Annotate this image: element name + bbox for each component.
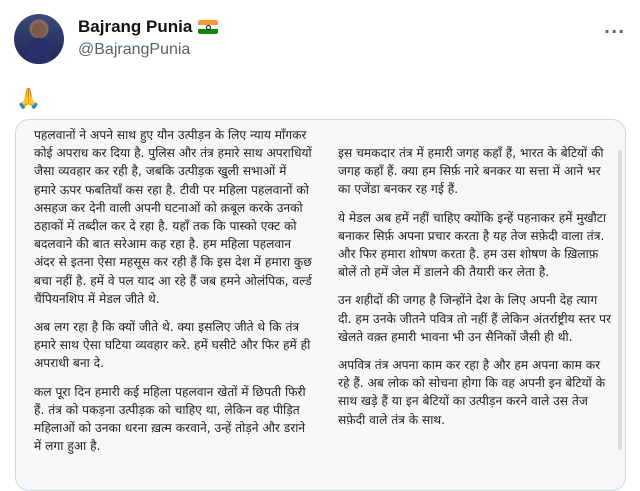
letter-paragraph: अपवित्र तंत्र अपना काम कर रहा है और हम अपना काम कर रहे हैं. अब लोक को सोचना होगा कि वह अपनी इन बेटियों के साथ खड़े हैं या इन बेटियों का उत्पीड़न करने वाले उस तेज सफ़ेदी वाले तंत्र के साथ. [338,358,606,427]
avatar[interactable] [14,14,64,64]
more-options-icon[interactable]: ··· [604,22,626,41]
letter-paragraph: अब लग रहा है कि क्यों जीते थे. क्या इसलिए जीते थे कि तंत्र हमारे साथ ऐसा घटिया व्यवहार करे. हमें घसीटे और फिर हमें ही अपराधी बना दे. [34,320,311,371]
avatar-torso [27,38,51,64]
letter-paragraph: ये मेडल अब हमें नहीं चाहिए क्योंकि इन्हें पहनाकर हमें मुखौटा बनाकर सिर्फ़ अपना प्रचार करता है यह तेज सफ़ेदी वाला तंत्र. और फिर हमारा शोषण करता है. हम उस शोषण के ख़िलाफ़ बोलें तो हमें जेल में डालने की तैयारी कर लेता है. [338,210,607,280]
image-scrollbar[interactable] [618,150,622,450]
letter-image-card[interactable] [15,119,626,491]
india-flag-icon [198,20,218,34]
letter-paragraph: कल पूरा दिन हमारी कई महिला पहलवान खेतों में छिपती फिरी हैं. तंत्र को पकड़ना उत्पीड़क को चाहिए था, लेकिन वह पीड़ित महिलाओं को उनका धरना ख़त्म करवाने, उन्हें तोड़ने और डराने में लगा हुआ है. [34,384,306,454]
tweet-header [0,0,640,80]
avatar-head [32,22,46,38]
author-row [78,17,218,37]
folded-hands-emoji: 🙏 [16,86,41,110]
letter-left-column [34,126,312,465]
letter-paragraph: उन शहीदों की जगह है जिन्होंने देश के लिए अपनी देह त्याग दी. हम उनके जीतने पवित्र तो नहीं हैं लेकिन अंतर्राष्ट्रीय स्तर पर खेलते वक़्त हमारी भावना भी उन सैनिकों जैसी ही थी. [338,293,612,344]
letter-paragraph: इस चमकदार तंत्र में हमारी जगह कहाँ हैं, भारत के बेटियों की जगह कहाँ हैं. क्या हम सिर्फ़ नारे बनकर या सत्ता में आने भर का एजेंडा बनकर रह गई हैं. [338,146,604,197]
letter-right-column [338,144,614,439]
letter-paragraph: पहलवानों ने अपने साथ हुए यौन उत्पीड़न के लिए न्याय माँगकर कोई अपराध कर दिया है. पुलिस और तंत्र हमारे साथ अपराधियों जैसा व्यवहार कर रही है, जबकि उत्पीड़क खुली सभाओं में हमारे ऊपर फबतियाँ कस रहा है. टीवी पर महिला पहलवानों को असहज कर देनी वाली अपनी घटनाओं को क़बूल करके उनको ठहाकों में तब्दील कर दे रहा है. यहाँ तक कि पास्को एक्ट को बदलवाने की बात सरेआम कह रहा है. हम महिला पहलवान अंदर से इतना ऐसा महसूस कर रही हैं कि इस देश में हमारा कुछ बचा नहीं है. हमें वे पल याद आ रहे हैं जब हमने ओलंपिक, वर्ल्ड चैंपियनशिप में मेडल जीते थे. [34,128,312,306]
author-name[interactable]: Bajrang Punia [78,17,193,36]
author-handle[interactable]: @BajrangPunia [78,41,191,58]
